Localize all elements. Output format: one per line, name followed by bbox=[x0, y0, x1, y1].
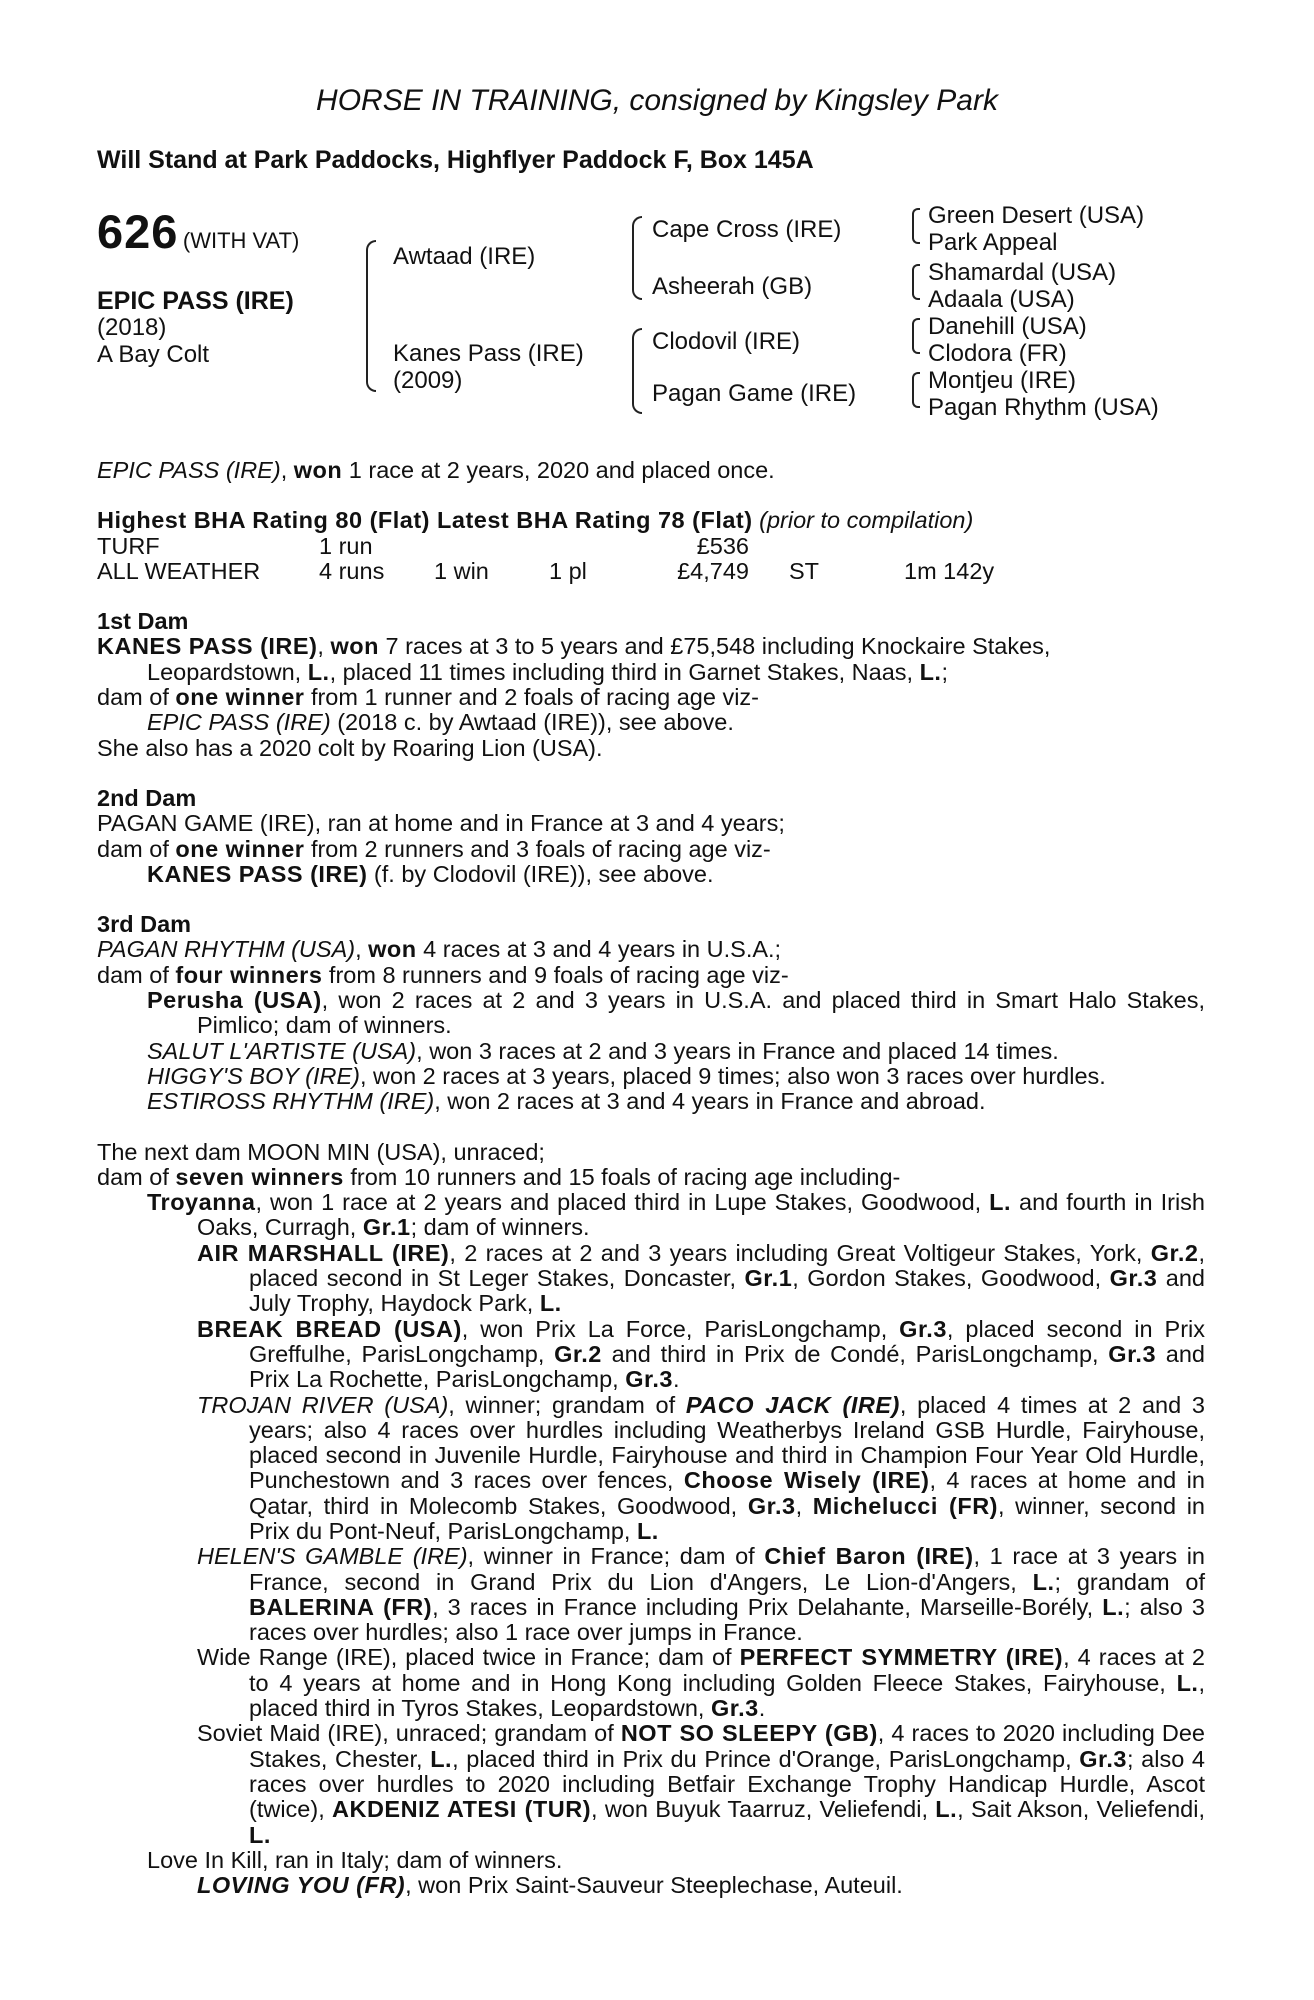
pedigree-gg-2: Park Appeal bbox=[928, 229, 1058, 256]
page-title: HORSE IN TRAINING, consigned by Kingsley Park bbox=[316, 84, 998, 117]
third-dam-line: dam of four winners from 8 runners and 9 foals of racing age viz- bbox=[97, 961, 789, 988]
pedigree-gg-4: Adaala (USA) bbox=[928, 286, 1075, 313]
progeny-entry: Wide Range (IRE), placed twice in France; dam of PERFECT SYMMETRY (IRE), 4 races at 2 to 4 years at home and in Hong Kong including Golden Fleece Stakes, Fairyhouse, L., placed third in Tyros Stakes, Leopardstown, Gr.3. bbox=[197, 1644, 1205, 1722]
pedigree-sire-dam: Asheerah (GB) bbox=[652, 273, 813, 300]
pedigree-dam-sire: Clodovil (IRE) bbox=[652, 328, 801, 355]
first-dam-line: She also has a 2020 colt by Roaring Lion (USA). bbox=[97, 734, 603, 761]
progeny-entry: HELEN'S GAMBLE (IRE), winner in France; dam of Chief Baron (IRE), 1 race at 3 years in France, second in Grand Prix du Lion d'Angers, Le Lion-d'Angers, L.; grandam of BALERINA (FR), 3 races in France including Prix Delahante, Marseille-Borély, L.; also 3 races over hurdles; also 1 race over jumps in France. bbox=[197, 1543, 1206, 1646]
next-dam-line: dam of seven winners from 10 runners and 15 foals of racing age including- bbox=[97, 1163, 901, 1190]
first-dam-line: dam of one winner from 1 runner and 2 foals of racing age viz- bbox=[97, 684, 759, 711]
pedigree-dam-dam: Pagan Game (IRE) bbox=[652, 380, 857, 407]
pedigree-brace-g3 bbox=[912, 318, 920, 354]
vat-note: (WITH VAT) bbox=[182, 228, 300, 253]
second-dam-line: PAGAN GAME (IRE), ran at home and in France at 3 and 4 years; bbox=[97, 810, 785, 837]
pedigree-sire: Awtaad (IRE) bbox=[393, 243, 536, 270]
progeny-entry: AIR MARSHALL (IRE), 2 races at 2 and 3 years including Great Voltigeur Stakes, York, Gr.2, placed second in St Leger Stakes, Doncaster, Gr.1, Gordon Stakes, Goodwood, Gr.3 and July Trophy, Haydock Park, L. bbox=[197, 1239, 1205, 1317]
second-dam-line: dam of one winner from 2 runners and 3 foals of racing age viz- bbox=[97, 835, 771, 862]
progeny-entry: Perusha (USA), won 2 races at 2 and 3 years in U.S.A. and placed third in Smart Halo Stakes, Pimlico; dam of winners. bbox=[147, 987, 1205, 1039]
race-record-table bbox=[97, 534, 994, 585]
progeny-entry: ESTIROSS RHYTHM (IRE), won 2 races at 3 and 4 years in France and abroad. bbox=[147, 1088, 986, 1115]
third-dam-heading: 3rd Dam bbox=[97, 911, 192, 938]
progeny-entry: SALUT L'ARTISTE (USA), won 3 races at 2 and 3 years in France and placed 14 times. bbox=[147, 1037, 1059, 1064]
pedigree-brace-g2 bbox=[912, 264, 920, 300]
pedigree-gg-7: Montjeu (IRE) bbox=[928, 367, 1077, 394]
next-dam-line: The next dam MOON MIN (USA), unraced; bbox=[97, 1138, 545, 1165]
pedigree-dam: Kanes Pass (IRE) bbox=[393, 340, 584, 367]
pedigree-brace-g4 bbox=[912, 372, 920, 408]
progeny-entry: TROJAN RIVER (USA), winner; grandam of PACO JACK (IRE), placed 4 times at 2 and 3 years; also 4 races over hurdles including Weatherbys Ireland GSB Hurdle, Fairyhouse, placed second in Juvenile Hurdle, Fairyhouse and third in Champion Four Year Old Hurdle, Punchestown and 3 races over fences, Choose Wisely (IRE), 4 races at home and in Qatar, third in Molecomb Stakes, Goodwood, Gr.3, Michelucci (FR), winner, second in Prix du Pont-Neuf, ParisLongchamp, L. bbox=[197, 1391, 1205, 1544]
first-dam-line: Leopardstown, L., placed 11 times including third in Garnet Stakes, Naas, L.; bbox=[147, 658, 948, 685]
pedigree-sire-sire: Cape Cross (IRE) bbox=[652, 216, 842, 243]
progeny-entry: LOVING YOU (FR), won Prix Saint-Sauveur Steeplechase, Auteuil. bbox=[197, 1872, 903, 1899]
progeny-entry: Soviet Maid (IRE), unraced; grandam of NOT SO SLEEPY (GB), 4 races to 2020 including Dee Stakes, Chester, L., placed third in Prix du Prince d'Orange, ParisLongchamp, Gr.3; also 4 races over hurdles to 2020 including Betfair Exchange Trophy Handicap Hurdle, Ascot (twice), AKDENIZ ATESI (TUR), won Buyuk Taarruz, Veliefendi, L., Sait Akson, Veliefendi, L. bbox=[197, 1720, 1205, 1848]
pedigree-gg-3: Shamardal (USA) bbox=[928, 259, 1117, 286]
pedigree-brace-dam bbox=[632, 328, 642, 414]
first-dam-heading: 1st Dam bbox=[97, 608, 189, 635]
horse-name: EPIC PASS (IRE) bbox=[97, 287, 294, 315]
progeny-entry: Troyanna, won 1 race at 2 years and placed third in Lupe Stakes, Goodwood, L. and fourth in Irish Oaks, Curragh, Gr.1; dam of winners. bbox=[147, 1189, 1205, 1241]
horse-year: (2018) bbox=[97, 314, 167, 341]
third-dam-line: PAGAN RHYTHM (USA), won 4 races at 3 and 4 years in U.S.A.; bbox=[97, 936, 782, 963]
progeny-entry: Love In Kill, ran in Italy; dam of winners. bbox=[147, 1846, 563, 1873]
pedigree-gg-8: Pagan Rhythm (USA) bbox=[928, 394, 1159, 421]
pedigree-gg-6: Clodora (FR) bbox=[928, 340, 1067, 367]
second-dam-heading: 2nd Dam bbox=[97, 784, 197, 811]
pedigree-dam-year: (2009) bbox=[393, 367, 463, 394]
progeny-entry: HIGGY'S BOY (IRE), won 2 races at 3 years, placed 9 times; also won 3 races over hurdles. bbox=[147, 1062, 1106, 1089]
progeny-entry: BREAK BREAD (USA), won Prix La Force, ParisLongchamp, Gr.3, placed second in Prix Greffulhe, ParisLongchamp, Gr.2 and third in Prix de Condé, ParisLongchamp, Gr.3 and Prix La Rochette, ParisLongchamp, Gr.3. bbox=[197, 1315, 1205, 1393]
race-record-row: TURF 1 run £536 bbox=[97, 532, 749, 559]
pedigree-brace-g1 bbox=[912, 208, 920, 244]
stand-location: Will Stand at Park Paddocks, Highflyer Paddock F, Box 145A bbox=[97, 146, 814, 174]
rating-line: Highest BHA Rating 80 (Flat) Latest BHA Rating 78 (Flat) (prior to compilation) bbox=[97, 507, 974, 534]
lot-number: 626 bbox=[97, 205, 179, 258]
pedigree-gg-1: Green Desert (USA) bbox=[928, 202, 1145, 229]
summary-line: EPIC PASS (IRE), won 1 race at 2 years, 2020 and placed once. bbox=[97, 457, 775, 483]
catalogue-body bbox=[97, 458, 1205, 1898]
pedigree-gg-5: Danehill (USA) bbox=[928, 313, 1087, 340]
first-dam-line: KANES PASS (IRE), won 7 races at 3 to 5 years and £75,548 including Knockaire Stakes, bbox=[97, 633, 1051, 660]
race-record-row: ALL WEATHER 4 runs 1 win 1 pl £4,749 ST 1m 142y bbox=[97, 557, 995, 584]
pedigree-brace-sire bbox=[632, 216, 642, 300]
lot-number-block bbox=[97, 204, 299, 259]
first-dam-line: EPIC PASS (IRE) (2018 c. by Awtaad (IRE)), see above. bbox=[147, 709, 734, 736]
second-dam-line: KANES PASS (IRE) (f. by Clodovil (IRE)), see above. bbox=[147, 860, 714, 887]
pedigree-brace-parents bbox=[366, 240, 376, 392]
horse-sex: A Bay Colt bbox=[97, 341, 210, 368]
